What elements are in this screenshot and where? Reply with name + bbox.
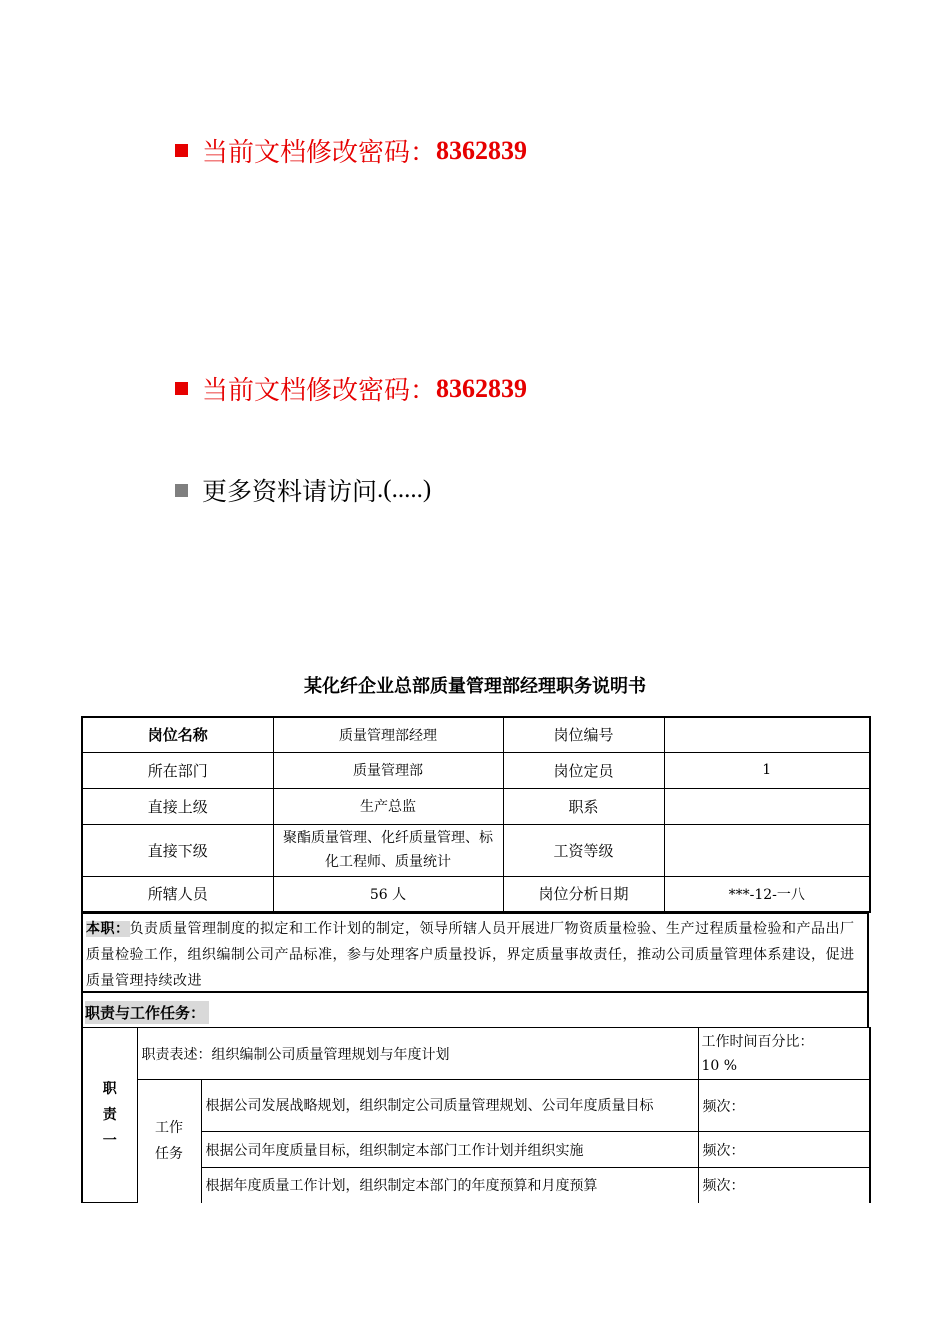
cell-value: 质量管理部 — [273, 752, 503, 788]
job-duty-summary — [81, 912, 869, 993]
table-row — [82, 1028, 870, 1080]
password-notice-2 — [175, 370, 527, 407]
task-frequency: 频次： — [698, 1132, 870, 1168]
responsibility-table — [81, 1027, 871, 1203]
table-row — [82, 1132, 870, 1168]
notice-text: 当前文档修改密码： — [202, 138, 437, 168]
cell-value: 1 — [664, 752, 870, 788]
cell-value: ***-12-一八 — [664, 876, 870, 912]
visit-link[interactable]: .(.....) — [377, 476, 432, 503]
cell-label: 所在部门 — [82, 752, 273, 788]
task-text: 根据公司年度质量目标，组织制定本部门工作计划并组织实施 — [201, 1132, 698, 1168]
cell-value: 56 人 — [273, 876, 503, 912]
task-frequency: 频次： — [698, 1168, 870, 1203]
task-text: 根据公司发展战略规划，组织制定公司质量管理规划、公司年度质量目标 — [201, 1080, 698, 1132]
responsibilities-header-label: 职责与工作任务： — [85, 1001, 209, 1024]
task-frequency: 频次： — [698, 1080, 870, 1132]
work-percent-label: 工作时间百分比： — [701, 1033, 814, 1050]
cell-label: 岗位名称 — [82, 717, 273, 752]
table-row — [82, 1168, 870, 1203]
cell-value — [664, 824, 870, 876]
visit-notice — [175, 472, 431, 508]
visit-text: 更多资料请访问 — [202, 477, 378, 506]
gray-square-bullet-icon — [175, 484, 188, 497]
cell-label: 岗位编号 — [503, 717, 664, 752]
work-percent-cell — [698, 1028, 870, 1080]
cell-label: 所辖人员 — [82, 876, 273, 912]
duty-label: 本职： — [86, 921, 130, 937]
cell-value: 聚酯质量管理、化纤质量管理、标化工程师、质量统计 — [273, 824, 503, 876]
cell-value — [664, 788, 870, 824]
work-percent-value: 10 % — [701, 1057, 738, 1074]
notice-text: 当前文档修改密码： — [202, 376, 437, 406]
notice-code: 8362839 — [436, 135, 528, 165]
cell-label: 直接上级 — [82, 788, 273, 824]
notice-code: 8362839 — [436, 373, 528, 403]
table-row — [82, 1080, 870, 1132]
table-row — [82, 788, 870, 824]
cell-label: 职系 — [503, 788, 664, 824]
basic-info-table — [81, 716, 871, 913]
cell-label: 工资等级 — [503, 824, 664, 876]
red-square-bullet-icon — [175, 382, 188, 395]
document-title: 某化纤企业总部质量管理部经理职务说明书 — [304, 676, 646, 697]
cell-label: 直接下级 — [82, 824, 273, 876]
task-label-cell: 工作任务 — [137, 1080, 201, 1203]
table-row — [82, 824, 870, 876]
cell-value: 生产总监 — [273, 788, 503, 824]
responsibilities-header — [81, 991, 869, 1028]
password-notice-1 — [175, 132, 527, 169]
table-row — [82, 717, 870, 752]
red-square-bullet-icon — [175, 144, 188, 157]
duty-number-cell: 职责一 — [82, 1028, 137, 1203]
task-text: 根据年度质量工作计划，组织制定本部门的年度预算和月度预算 — [201, 1168, 698, 1203]
cell-label: 岗位分析日期 — [503, 876, 664, 912]
table-row — [82, 876, 870, 912]
table-row — [82, 752, 870, 788]
duty-text: 负责质量管理制度的拟定和工作计划的制定，领导所辖人员开展进厂物资质量检验、生产过程质量检验和产品出厂质量检验工作，组织编制公司产品标准，参与处理客户质量投诉，界定质量事故责任，推动公司质量管理体系建设，促进质量管理持续改进 — [86, 921, 855, 989]
cell-label: 岗位定员 — [503, 752, 664, 788]
duty-statement: 职责表述：组织编制公司质量管理规划与年度计划 — [137, 1028, 698, 1080]
cell-value: 质量管理部经理 — [273, 717, 503, 752]
cell-value — [664, 717, 870, 752]
